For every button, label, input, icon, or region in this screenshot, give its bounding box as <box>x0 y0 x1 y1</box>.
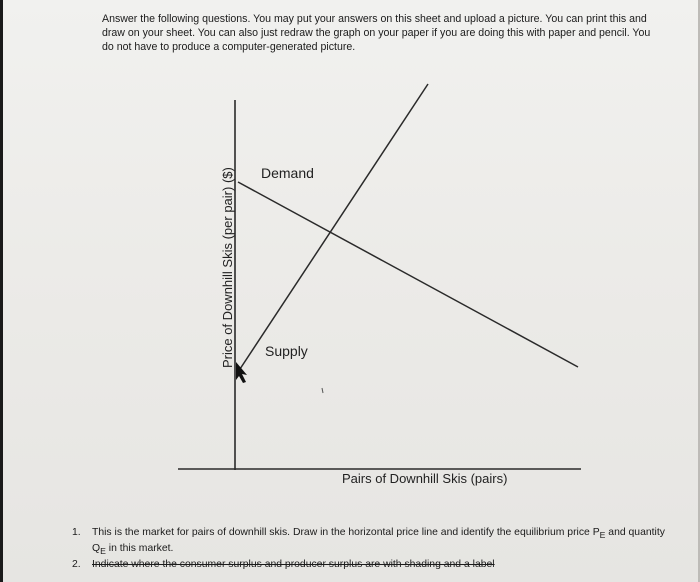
x-axis-label: Pairs of Downhill Skis (pairs) <box>342 471 508 486</box>
question-2 <box>72 558 495 572</box>
question-list <box>72 526 672 558</box>
supply-label: Supply <box>265 343 308 359</box>
stray-mark <box>322 388 323 393</box>
question-1 <box>72 526 672 558</box>
question-text: This is the market for pairs of downhill skis. Draw in the horizontal price line and identify the equilibrium price $P_E$ and quantity $Q_E$ in this market. <box>92 527 665 557</box>
instructions-text: Answer the following questions. You may put your answers on this sheet and upload a picture. You can print this and draw on your sheet. You can also just redraw the graph on your paper if you are doing this with paper and pencil. You do not have to produce a computer-generated picture. <box>102 13 651 53</box>
question-number: 2. <box>72 559 81 570</box>
demand-label: Demand <box>261 165 314 181</box>
demand-curve <box>238 182 578 367</box>
question-text: Indicate where the consumer surplus and producer surplus are with shading and a label <box>92 559 495 570</box>
y-axis-label: Price of Downhill Skis (per pair) ($) <box>220 167 235 368</box>
supply-curve <box>238 84 428 372</box>
mouse-cursor-icon <box>236 362 247 383</box>
question-number: 1. <box>72 527 81 538</box>
